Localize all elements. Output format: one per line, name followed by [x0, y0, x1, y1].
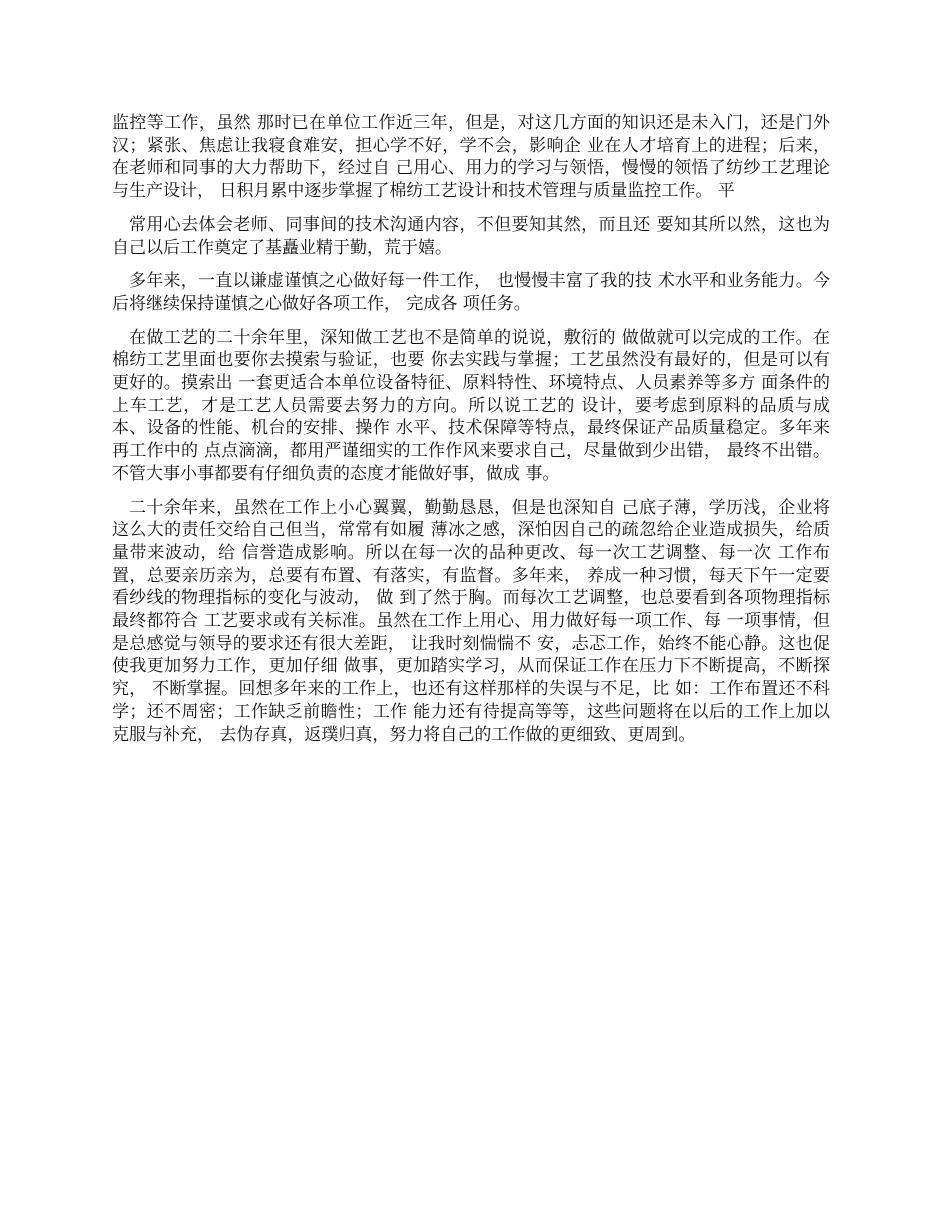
paragraph-5: 二十余年来，虽然在工作上小心翼翼，勤勤恳恳，但是也深知自 己底子薄，学历浅，企业将这么大的责任交给自己但当，常常有如履 薄冰之感，深怕因自己的疏忽给企业造成损失，给质量带来波动，给 信誉造成影响。所以在每一次的品种更改、每一次工艺调整、每一次 工作布置，总要亲历亲为，总要有布置、有落实，有监督。多年来， 养成一种习惯，每天下午一定要看纱线的物理指标的变化与波动， 做 到了然于胸。而每次工艺调整，也总要看到各项物理指标最终都符合 工艺要求或有关标准。虽然在工作上用心、用力做好每一项工作、每 一项事情，但是总感觉与领导的要求还有很大差距， 让我时刻惴惴不 安，忐忑工作，始终不能心静。这也促使我更加努力工作，更加仔细 做事，更加踏实学习，从而保证工作在压力下不断提高，不断探究， 不断掌握。回想多年来的工作上，也还有这样那样的失误与不足，比 如：工作布置还不科学；还不周密；工作缺乏前瞻性；工作 能力还有待提高等等，这些问题将在以后的工作上加以克服与补充， 去伪存真，返璞归真，努力将自己的工作做的更细致、更周到。: [112, 497, 830, 745]
paragraph-1: 监控等工作，虽然 那时已在单位工作近三年，但是，对这几方面的知识还是未入门，还是门外汉；紧张、焦虑让我寝食难安，担心学不好，学不会，影响企 业在人才培育上的进程；后来，在老师和同事的大力帮助下，经过自 己用心、用力的学习与领悟，慢慢的领悟了纺纱工艺理论与生产设计， 日积月累中逐步掌握了棉纺工艺设计和技术管理与质量监控工作。 平: [112, 113, 830, 202]
paragraph-4: 在做工艺的二十余年里，深知做工艺也不是简单的说说，敷衍的 做做就可以完成的工作。在棉纺工艺里面也要你去摸索与验证，也要 你去实践与掌握；工艺虽然没有最好的，但是可以有更好的。摸索出 一套更适合本单位设备特征、原料特性、环境特点、人员素养等多方 面条件的上车工艺，才是工艺人员需要去努力的方向。所以说工艺的 设计，要考虑到原料的品质与成本、设备的性能、机台的安排、操作 水平、技术保障等特点，最终保证产品质量稳定。多年来再工作中的 点点滴滴，都用严谨细实的工作作风来要求自己，尽量做到少出错， 最终不出错。不管大事小事都要有仔细负责的态度才能做好事，做成 事。: [112, 327, 830, 484]
paragraph-3: 多年来，一直以谦虚谨慎之心做好每一件工作， 也慢慢丰富了我的技 术水平和业务能力。今后将继续保持谨慎之心做好各项工作， 完成各 项任务。: [112, 271, 830, 314]
document-body: [112, 112, 830, 757]
paragraph-2: 常用心去体会老师、同事间的技术沟通内容，不但要知其然，而且还 要知其所以然，这也为自己以后工作奠定了基矗业精于勤，荒于嬉。: [112, 214, 830, 258]
